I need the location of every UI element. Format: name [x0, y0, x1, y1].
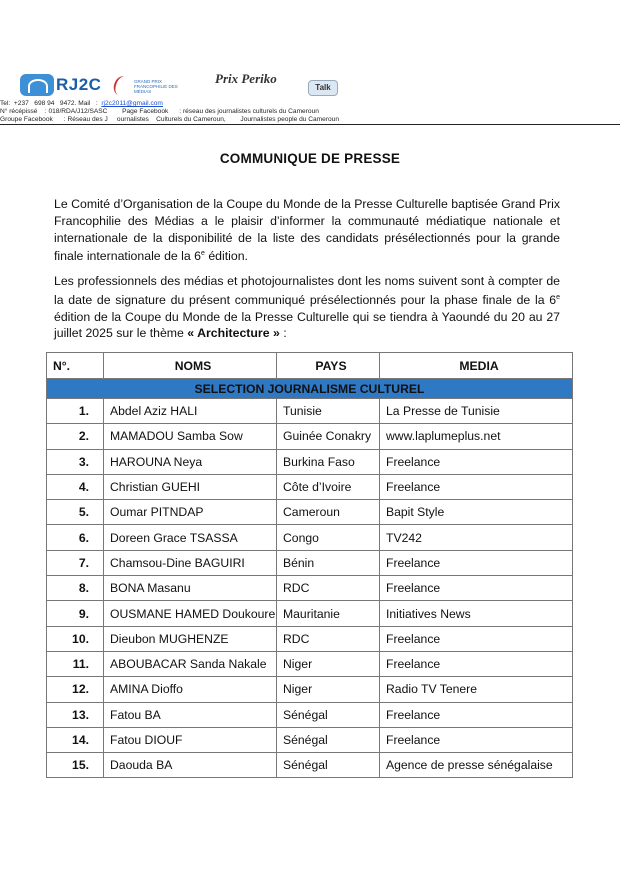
row-country: RDC [277, 626, 380, 651]
page-title: COMMUNIQUE DE PRESSE [219, 151, 401, 166]
row-media: TV242 [380, 525, 573, 550]
row-name: MAMADOU Samba Sow [104, 424, 277, 449]
table-header-row [47, 353, 573, 379]
table-row [47, 474, 573, 499]
header-divider [0, 124, 620, 125]
row-country: Congo [277, 525, 380, 550]
row-number: 8. [47, 576, 104, 601]
row-media: La Presse de Tunisie [380, 399, 573, 424]
row-number: 6. [47, 525, 104, 550]
row-media: Freelance [380, 626, 573, 651]
row-name: Abdel Aziz HALI [104, 399, 277, 424]
row-country: Sénégal [277, 702, 380, 727]
row-number: 1. [47, 399, 104, 424]
row-country: Burkina Faso [277, 449, 380, 474]
row-number: 3. [47, 449, 104, 474]
section-row [47, 379, 573, 399]
selection-end: : [279, 326, 287, 341]
row-media: www.laplumeplus.net [380, 424, 573, 449]
table-row [47, 702, 573, 727]
row-country: RDC [277, 576, 380, 601]
table-row [47, 525, 573, 550]
row-name: AMINA Dioffo [104, 677, 277, 702]
section-title: SELECTION JOURNALISME CULTUREL [47, 379, 573, 399]
selection-superscript: e [556, 293, 560, 301]
row-country: Tunisie [277, 399, 380, 424]
table-row [47, 424, 573, 449]
table-row [47, 677, 573, 702]
row-media: Freelance [380, 702, 573, 727]
table-row [47, 626, 573, 651]
col-header-country: PAYS [277, 353, 380, 379]
row-name: OUSMANE HAMED Doukoure [104, 601, 277, 626]
row-media: Bapit Style [380, 500, 573, 525]
francophilie-logo [114, 76, 196, 96]
intro-tail: édition. [204, 249, 248, 264]
row-name: ABOUBACAR Sanda Nakale [104, 651, 277, 676]
row-number: 5. [47, 500, 104, 525]
row-media: Freelance [380, 474, 573, 499]
row-media: Radio TV Tenere [380, 677, 573, 702]
intro-superscript: e [201, 250, 205, 258]
row-country: Niger [277, 677, 380, 702]
col-header-names: NOMS [104, 353, 277, 379]
row-name: Oumar PITNDAP [104, 500, 277, 525]
row-name: Dieubon MUGHENZE [104, 626, 277, 651]
wifi-signal-icon [20, 74, 54, 96]
col-header-media: MEDIA [380, 353, 573, 379]
row-number: 12. [47, 677, 104, 702]
row-country: Guinée Conakry [277, 424, 380, 449]
row-number: 10. [47, 626, 104, 651]
contact-line-1 [0, 100, 163, 108]
table-row [47, 727, 573, 752]
row-media: Freelance [380, 727, 573, 752]
contact-email-link[interactable]: rj2c2011@gmail.com [101, 100, 163, 107]
row-media: Freelance [380, 449, 573, 474]
row-country: Sénégal [277, 753, 380, 778]
theme-label: « Architecture » [187, 326, 280, 341]
row-name: Daouda BA [104, 753, 277, 778]
contact-line-2: N° récépissé : 018/RDA/J12/SASC Page Facebook : réseau des journalistes culturels du Cameroun [0, 108, 319, 115]
row-country: Bénin [277, 550, 380, 575]
row-name: Fatou BA [104, 702, 277, 727]
periko-logo: Prix Periko [215, 71, 277, 86]
row-number: 7. [47, 550, 104, 575]
row-name: Doreen Grace TSASSA [104, 525, 277, 550]
selection-paragraph [54, 273, 560, 342]
selection-text: Les professionnels des médias et photojournalistes dont les noms suivent sont à compter de la date de signature du présent communiqué présélectionnés pour la phase finale de la 6 [54, 274, 560, 307]
logo-bar [18, 72, 348, 100]
table-row [47, 651, 573, 676]
row-number: 2. [47, 424, 104, 449]
contact-phone: Tel: +237 698 94 9472. Mail : [0, 100, 102, 107]
row-number: 14. [47, 727, 104, 752]
row-name: Chamsou-Dine BAGUIRI [104, 550, 277, 575]
selection-middle: édition de la Coupe du Monde de la Presse Culturelle qui se tiendra à Yaoundé du 20 au 27 juillet 2025 sur le thème [54, 309, 560, 341]
table-row [47, 550, 573, 575]
table-row [47, 399, 573, 424]
table-row [47, 753, 573, 778]
row-country: Niger [277, 651, 380, 676]
row-media: Freelance [380, 651, 573, 676]
row-name: BONA Masanu [104, 576, 277, 601]
rj2c-logo [20, 74, 101, 96]
row-number: 15. [47, 753, 104, 778]
table-row [47, 500, 573, 525]
row-name: Christian GUEHI [104, 474, 277, 499]
contact-line-3: Groupe Facebook : Réseau des J ournalistes Culturels du Cameroun, Journalistes people du Cameroun [0, 116, 340, 123]
row-number: 9. [47, 601, 104, 626]
col-header-number: N°. [47, 353, 104, 379]
row-number: 4. [47, 474, 104, 499]
talk-logo: Talk [308, 80, 338, 96]
table-row [47, 576, 573, 601]
row-country: Côte d’Ivoire [277, 474, 380, 499]
intro-paragraph [54, 196, 560, 265]
swoosh-icon [111, 74, 133, 98]
row-media: Freelance [380, 550, 573, 575]
row-media: Agence de presse sénégalaise [380, 753, 573, 778]
table-row [47, 449, 573, 474]
row-name: Fatou DIOUF [104, 727, 277, 752]
candidates-table [46, 352, 573, 778]
row-name: HAROUNA Neya [104, 449, 277, 474]
row-media: Freelance [380, 576, 573, 601]
francophilie-logo-text: GRAND PRIX FRANCOPHILIE DES MÉDIAS [134, 78, 178, 94]
row-number: 11. [47, 651, 104, 676]
intro-text: Le Comité d’Organisation de la Coupe du Monde de la Presse Culturelle baptisée Grand Prix Francophilie des Médias a le plaisir d’informer la communauté médiatique nationale et internationale de la disponibilité de la liste des candidats présélectionnés pour la grande finale internationale de la 6 [54, 197, 560, 264]
table-row [47, 601, 573, 626]
row-media: Initiatives News [380, 601, 573, 626]
rj2c-logo-text: RJ2C [56, 75, 102, 94]
row-country: Cameroun [277, 500, 380, 525]
row-number: 13. [47, 702, 104, 727]
row-country: Sénégal [277, 727, 380, 752]
row-country: Mauritanie [277, 601, 380, 626]
